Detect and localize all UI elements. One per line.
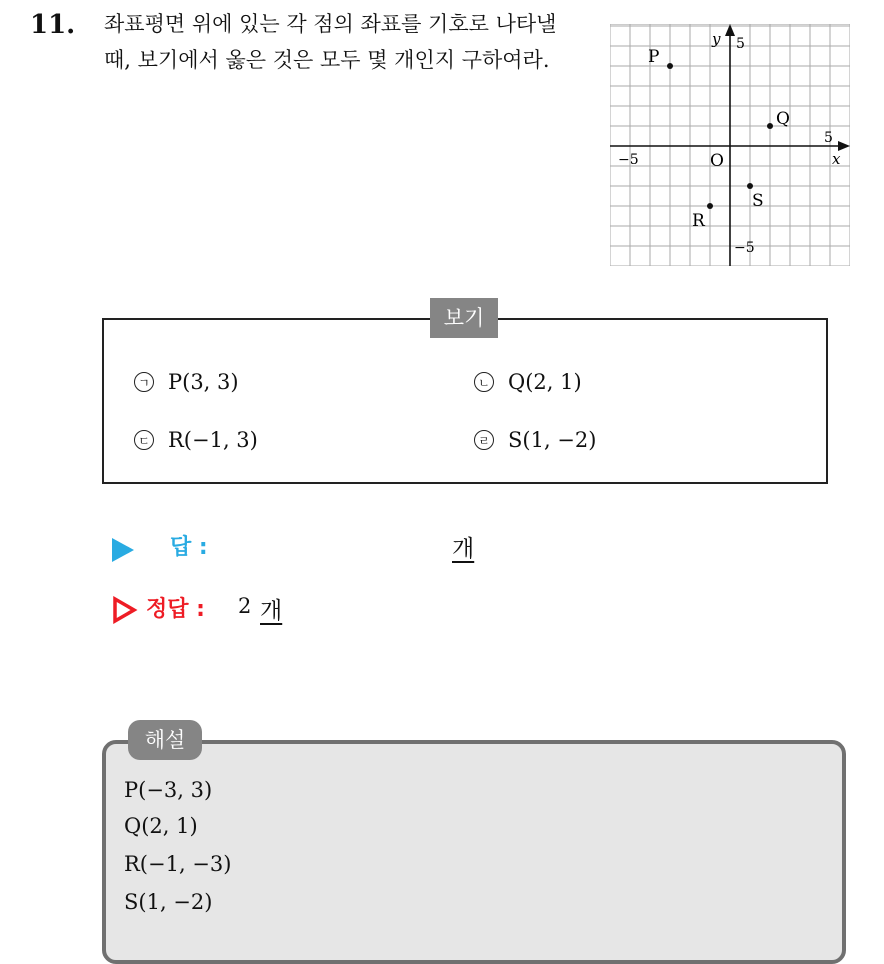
point-p xyxy=(667,63,673,69)
y-tick-label-pos: 5 xyxy=(736,36,745,52)
explanation-line-4: S(1, −2) xyxy=(124,890,213,914)
point-s xyxy=(747,183,753,189)
marker-rieul: ㄹ xyxy=(474,430,494,450)
marker-nieun: ㄴ xyxy=(474,372,494,392)
bogi-box xyxy=(102,318,828,484)
y-axis-label: y xyxy=(712,30,721,48)
x-tick-label-pos: 5 xyxy=(824,130,833,146)
question-number: 11. xyxy=(30,10,76,40)
bogi-item-1 xyxy=(134,370,239,394)
bogi-item-3 xyxy=(134,428,258,452)
solution-value: 2 xyxy=(238,594,252,618)
marker-giyeok: ㄱ xyxy=(134,372,154,392)
y-tick-label-neg: −5 xyxy=(734,240,755,256)
solution-unit: 개 xyxy=(260,598,283,624)
explanation-line-2: Q(2, 1) xyxy=(124,814,198,838)
origin-label: O xyxy=(710,151,724,171)
bogi-item-text: S(1, −2) xyxy=(508,428,597,452)
bogi-title: 보기 xyxy=(430,298,498,338)
answer-label: 답 : xyxy=(170,535,208,560)
bogi-item-text: Q(2, 1) xyxy=(508,370,582,394)
explanation-title: 해설 xyxy=(128,720,202,760)
solution-arrow-icon xyxy=(112,596,138,624)
x-tick-label-neg: −5 xyxy=(618,152,639,168)
question-text: 좌표평면 위에 있는 각 점의 좌표를 기호로 나타낼 때, 보기에서 옳은 것은 모두 몇 개인지 구하여라. xyxy=(104,12,557,72)
x-axis-label: x xyxy=(832,150,841,168)
bogi-item-text: R(−1, 3) xyxy=(168,428,258,452)
bogi-item-4 xyxy=(474,428,596,452)
bogi-item-2 xyxy=(474,370,582,394)
point-label-p: P xyxy=(648,47,660,67)
bogi-item-text: P(3, 3) xyxy=(168,370,239,394)
solution-label: 정답 : xyxy=(146,597,205,622)
marker-digeut: ㄷ xyxy=(134,430,154,450)
coordinate-plane xyxy=(610,24,850,266)
point-r xyxy=(707,203,713,209)
answer-unit: 개 xyxy=(452,536,475,562)
answer-arrow-icon xyxy=(112,538,134,562)
point-label-s: S xyxy=(752,191,764,211)
point-label-r: R xyxy=(692,211,705,231)
point-q xyxy=(767,123,773,129)
point-label-q: Q xyxy=(776,109,790,129)
explanation-line-3: R(−1, −3) xyxy=(124,852,232,876)
explanation-line-1: P(−3, 3) xyxy=(124,778,213,802)
